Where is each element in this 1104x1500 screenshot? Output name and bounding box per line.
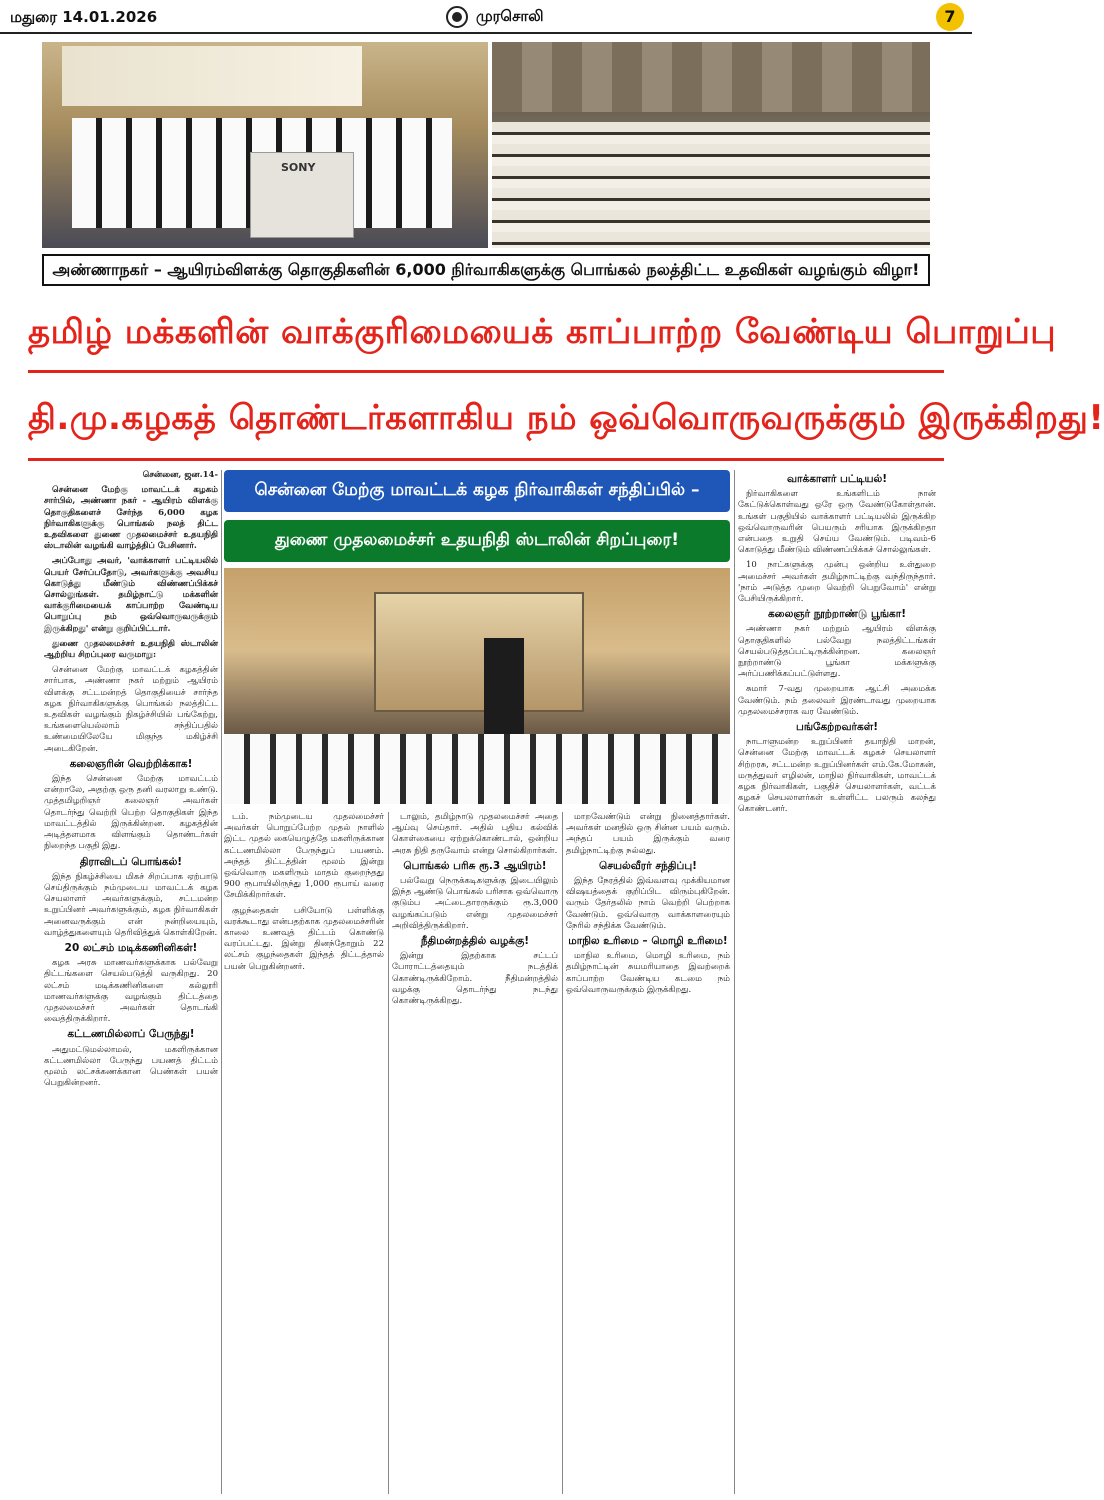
gift-box (250, 152, 354, 238)
section-heading: 20 லட்சம் மடிக்கணினிகள்! (64, 941, 198, 954)
article-column-5 (738, 470, 936, 1494)
article-paragraph: இன்று இதற்காக சட்டப் போராட்டத்தையும் நடத்திக் கொண்டிருக்கிறோம். நீதிமன்றத்தில் வழக்கு தொடர்ந்து நடந்து கொண்டிருக்கிறது. (392, 951, 558, 1007)
section-heading: கலைஞரின் வெற்றிக்காக! (69, 757, 193, 770)
headline-divider-1 (28, 370, 944, 373)
article-paragraph: சென்னை மேற்கு மாவட்டக் கழகத்தின் சார்பாக, அண்ணா நகர் மற்றும் ஆயிரம் விளக்கு சட்டமன்றத் தொகுதியைச் சார்ந்த கழக நிர்வாகிகளுக்கு பொங்கல் நலத்திட்ட உதவிகள் வழங்கும் நிகழ்ச்சியில் பங்கேற்று, உங்களையெல்லாம் சந்திப்பதில் உண்மையிலேயே மிகுந்த மகிழ்ச்சி அடைகிறேன். (44, 665, 218, 754)
article-column-4 (566, 812, 730, 1494)
article-paragraph: 10 நாட்களுக்கு முன்பு ஒன்றிய உள்துறை அமைச்சர் அவர்கள் தமிழ்நாட்டிற்கு வந்திருந்தார். 'நாம் அடுத்த முறை வெற்றி பெறுவோம்' என்று பேசியிருக்கிறார். (738, 560, 936, 605)
article-paragraph: துணை முதலமைச்சர் உதயநிதி ஸ்டாலின் ஆற்றிய சிறப்புரை வருமாறு: (44, 638, 218, 661)
section-heading: பங்கேற்றவர்கள்! (796, 721, 878, 734)
article-paragraph: அண்ணா நகர் மற்றும் ஆயிரம் விளக்கு தொகுதிகளில் பல்வேறு நலத்திட்டங்கள் செயல்படுத்தப்பட்டிருக்கின்றன. கலைஞர் நூற்றாண்டு பூங்கா மக்களுக்கு அர்ப்பணிக்கப்பட்டுள்ளது. (738, 624, 936, 680)
newspaper-name: முரசொலி (476, 7, 544, 25)
article-column-1 (44, 470, 218, 1494)
article-paragraph: குழந்தைகள் பசியோடு பள்ளிக்கு வரக்கூடாது என்பதற்காக முதலமைச்சரின் காலை உணவுத் திட்டம் கொண்டு வரப்பட்டது. இன்று தினந்தோறும் 22 லட்சம் குழந்தைகள் இந்தத் திட்டத்தால் பயன் பெறுகின்றனர். (224, 905, 384, 972)
article-paragraph: அதுமட்டுமல்லாமல், மகளிருக்கான கட்டணமில்லா பேருந்து பயணத் திட்டம் மூலம் லட்சக்கணக்கான பெண்கள் பயன் பெறுகின்றனர். (44, 1044, 218, 1089)
section-heading: கட்டணமில்லாப் பேருந்து! (67, 1028, 195, 1041)
article-column-3 (392, 812, 558, 1494)
section-heading: செயல்வீரர் சந்திப்பு! (599, 859, 697, 872)
section-heading: திராவிடப் பொங்கல்! (79, 855, 183, 868)
gift-box-brand: SONY (281, 161, 316, 174)
subheadline-blue-banner: சென்னை மேற்கு மாவட்டக் கழக நிர்வாகிகள் சந்திப்பில் – (224, 470, 730, 512)
section-heading: வாக்காளர் பட்டியல்! (786, 473, 888, 485)
photo-backdrop-banner (62, 46, 362, 106)
newspaper-emblem-icon (446, 6, 468, 28)
stage-screen (374, 592, 584, 712)
headline-divider-2 (28, 458, 944, 461)
subheadline-green-banner: துணை முதலமைச்சர் உதயநிதி ஸ்டாலின் சிறப்புரை! (224, 520, 730, 562)
article-paragraph: டாலும், தமிழ்நாடு முதலமைச்சர் அதை ஆய்வு செய்தார். அதில் புதிய கல்விக் கொள்கையை ஏற்றுக்கொண்டால், ஒன்றிய அரசு நிதி தருவோம் என்று சொல்கிறார்கள். (392, 812, 558, 856)
article-paragraph: இந்த நேரத்தில் இவ்வளவு முக்கியமான விஷயத்தைக் குறிப்பிட விரும்புகிறேன். வரும் தேர்தலில் நாம் வெற்றி பெற்றாக வேண்டும். ஒவ்வொரு வாக்காளரையும் நேரில் சந்திக்க வேண்டும். (566, 876, 730, 931)
article-column-2 (224, 812, 384, 1494)
section-heading: பொங்கல் பரிசு ரூ.3 ஆயிரம்! (403, 859, 547, 872)
article-paragraph: டம். நம்முடைய முதலமைச்சர் அவர்கள் பொறுப்பேற்ற முதல் நாளில் இட்ட முதல் கையெழுத்தே மகளிருக்கான கட்டணமில்லா பேருந்துப் பயணம். அந்தத் திட்டத்தின் மூலம் இன்று ஒவ்வொரு மகளிரும் மாதம் குறைந்தது 900 ரூபாயிலிருந்து 1,000 ரூபாய் வரை சேமிக்கிறார்கள். (224, 812, 384, 901)
article-paragraph: மாறவேண்டும் என்று நினைத்தார்கள். அவர்கள் மனதில் ஒரு சின்ன பயம் வரும். அந்தப் பயம் இருக்கும் வரை தமிழ்நாட்டிற்கு நல்லது. (566, 812, 730, 856)
article-paragraph: நிர்வாகிகளை உங்களிடம் நான் கேட்டுக்கொள்வது ஒரே ஒரு வேண்டுகோள்தான். உங்கள் பகுதியில் வாக்காளர் பட்டியலில் இருக்கிற ஒவ்வொருவரின் பெயரும் சரியாக இருக்கிறதா என்பதை உறுதி செய்ய வேண்டும். படிவம்-6 கொடுத்து மீண்டும் விண்ணப்பிக்கச் சொல்லுங்கள். (738, 489, 936, 556)
article-paragraph: இந்த சென்னை மேற்கு மாவட்டம் என்றாலே, அதற்கு ஒரு தனி வரலாறு உண்டு. முத்தமிழறிஞர் கலைஞர் அவர்கள் தொடர்ந்து வெற்றி பெற்ற தொகுதிகள் இந்த மாவட்டத்தில் இருக்கின்றன. கழகத்தின் அடித்தளமாக விளங்கும் தொண்டர்கள் நிறைந்த பகுதி இது. (44, 774, 218, 852)
headline-line-1: தமிழ் மக்களின் வாக்குரிமையைக் காப்பாற்ற வேண்டிய பொறுப்பு (28, 312, 1057, 352)
event-photo-left (42, 42, 488, 248)
photo-tent-roof (492, 42, 930, 112)
event-photo-right (492, 42, 930, 248)
page-number-badge: 7 (936, 3, 964, 31)
section-heading: மாநில உரிமை – மொழி உரிமை! (568, 935, 728, 948)
article-paragraph: கழக அரசு மாணவர்களுக்காக பல்வேறு திட்டங்களை செயல்படுத்தி வருகிறது. 20 லட்சம் மடிக்கணினிகளை கல்லூரி மாணவர்களுக்கு வழங்கும் திட்டத்தை முதலமைச்சர் அவர்கள் தொடங்கி வைத்திருக்கிறார். (44, 958, 218, 1025)
article-paragraph: நாடாளுமன்ற உறுப்பினர் தயாநிதி மாறன், சென்னை மேற்கு மாவட்டக் கழகச் செயலாளர் சிற்றரசு, சட்டமன்ற உறுப்பினர்கள் எம்.கே.மோகன், மருத்துவர் எழிலன், மாநில நிர்வாகிகள், மாவட்டக் கழக நிர்வாகிகள், பகுதிச் செயலாளர்கள், வட்டக் கழகச் செயலாளர்கள் உள்ளிட்ட பலரும் கலந்து கொண்டனர். (738, 737, 936, 815)
column-rule (734, 470, 735, 1494)
article-paragraph: இந்த நிகழ்ச்சியை மிகச் சிறப்பாக ஏற்பாடு செய்திருக்கும் நம்முடைய மாவட்டக் கழக செயலாளர் அவர்களுக்கும், சட்டமன்ற உறுப்பினர் அவர்களுக்கும், கழக நிர்வாகிகள் அனைவருக்கும் என் நன்றியையும், வாழ்த்துகளையும் தெரிவித்துக் கொள்கிறேன். (44, 871, 218, 938)
column-rule (221, 470, 222, 1494)
masthead (0, 0, 972, 34)
column-rule (562, 812, 563, 1494)
photo-audience-rows (492, 122, 930, 248)
article-paragraph: சுமார் 7-வது முறையாக ஆட்சி அமைக்க வேண்டும். நம் தலைவர் இரண்டாவது முறையாக முதலமைச்சராக வர வேண்டும். (738, 684, 936, 717)
section-heading: நீதிமன்றத்தில் வழக்கு! (420, 935, 530, 948)
article-intro: சென்னை மேற்கு மாவட்டக் கழகம் சார்பில், அண்ணா நகர் - ஆயிரம் விளக்கு தொகுதிகளைச் சேர்ந்த 6,000 கழக நிர்வாகிகளுக்கு பொங்கல் நலத் திட்ட உதவிகளை துணை முதலமைச்சர் உதயநிதி ஸ்டாலின் வழங்கி வாழ்த்திப் பேசினார். (44, 485, 218, 552)
headline-line-2: தி.மு.கழகத் தொண்டர்களாகிய நம் ஒவ்வொருவருக்கும் இருக்கிறது! (28, 398, 1104, 438)
location-date: மதுரை 14.01.2026 (10, 8, 158, 26)
stage-dignitaries (224, 734, 730, 804)
article-paragraph: மாநில உரிமை, மொழி உரிமை, நம் தமிழ்நாட்டின் சுயமரியாதை இவற்றைக் காப்பாற்ற வேண்டிய கடமை நம் ஒவ்வொருவருக்கும் இருக்கிறது. (566, 951, 730, 995)
column-rule (388, 812, 389, 1494)
dateline: சென்னை, ஜன.14- (142, 470, 218, 480)
event-photo-center (224, 568, 730, 804)
article-paragraph: அப்போது அவர், 'வாக்காளர் பட்டியலில் பெயர் சேர்ப்பதோடு, அவர்களுக்கு அவசிய கொடுத்து மீண்டும் விண்ணப்பிக்கச் சொல்லுங்கள். தமிழ்நாட்டு மக்களின் வாக்குரிமையைக் காப்பாற்ற வேண்டிய பொறுப்பு நம் ஒவ்வொருவருக்கும் இருக்கிறது' என்று குறிப்பிட்டார். (44, 556, 218, 634)
article-paragraph: பல்வேறு நெருக்கடிகளுக்கு இடையிலும் இந்த ஆண்டு பொங்கல் பரிசாக ஒவ்வொரு குடும்ப அட்டைதாரருக்கும் ரூ.3,000 வழங்கப்படும் என்று முதலமைச்சர் அறிவித்திருக்கிறார். (392, 876, 558, 931)
photo-caption: அண்ணாநகர் – ஆயிரம்விளக்கு தொகுதிகளின் 6,000 நிர்வாகிகளுக்கு பொங்கல் நலத்திட்ட உதவிகள் வழங்கும் விழா! (42, 254, 930, 286)
section-heading: கலைஞர் நூற்றாண்டு பூங்கா! (767, 608, 907, 621)
